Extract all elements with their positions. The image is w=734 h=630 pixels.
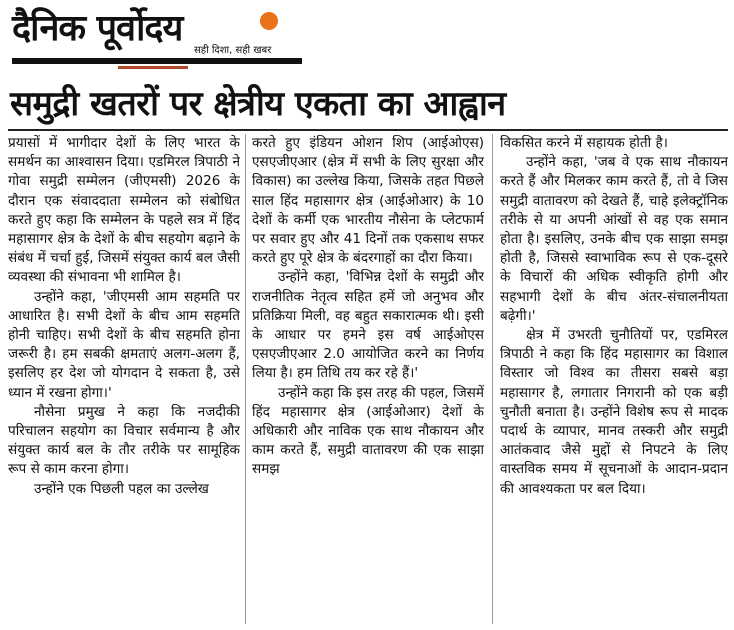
paragraph: नौसेना प्रमुख ने कहा कि नजदीकी परिचालन सहयोग का विचार सर्वमान्य है और संयुक्त कार्य बल के तौर तरीके पर सामूहिक रूप से काम करना होगा। — [8, 403, 240, 478]
paragraph: उन्होंने कहा, 'विभिन्न देशों के समुद्री और राजनीतिक नेतृत्व सहित हमें जो अनुभव और प्रतिक्रिया मिली, वह बहुत सकारात्मक थी। इसी के आधार पर हमने इस वर्ष आईओएस एसएजीएआर 2.0 आयोजित करने का निर्णय लिया है। हम तिथि तय कर रहे हैं।' — [252, 269, 484, 382]
paragraph: क्षेत्र में उभरती चुनौतियों पर, एडमिरल त्रिपाठी ने कहा कि हिंद महासागर का विशाल विस्तार जो विश्व का तीसरा सबसे बड़ा महासागर है, लगातार निगरानी को एक बड़ी चुनौती बनाता है। उन्होंने विशेष रूप से मादक पदार्थ के व्यापार, मानव तस्करी और समुद्री आतंकवाद जैसे मुद्दों से निपटने के लिए वास्तविक समय में सूचनाओं के आदान-प्रदान की आवश्यकता पर बल दिया। — [500, 327, 728, 497]
masthead-logo-dot-icon — [260, 12, 278, 30]
column-divider — [245, 134, 246, 624]
paragraph: करते हुए इंडियन ओशन शिप (आईओएस) एसएजीएआर (क्षेत्र में सभी के लिए सुरक्षा और विकास) का उल्लेख किया, जिसके तहत पिछले साल हिंद महासागर क्षेत्र (आईओआर) के 10 देशों के कर्मी एक भारतीय नौसेना के प्लेटफार्म पर सवार हुए और 41 दिनों तक एकसाथ सफर करते हुए पूरे क्षेत्र के बंदरगाहों का दौरा किया। — [252, 135, 484, 267]
article-column-3 — [500, 134, 728, 626]
paragraph: विकसित करने में सहायक होती है। — [500, 135, 668, 151]
headline-divider — [8, 129, 728, 131]
paragraph: उन्होंने कहा कि इस तरह की पहल, जिसमें हिंद महासागर क्षेत्र (आईओआर) देशों के अधिकारी और नाविक एक साथ नौकायन और काम करते हैं, समुद्री वातावरण की एक साझा समझ — [252, 384, 484, 478]
paragraph: उन्होंने कहा, 'जब वे एक साथ नौकायन करते हैं और मिलकर काम करते हैं, तो वे जिस समुद्री वातावरण को देखते हैं, चाहे इलेक्ट्रॉनिक तरीके से या अपनी आंखों से वह एक समान होता है। इसलिए, उनके बीच एक साझा समझ होती है, जिससे स्वाभाविक रूप से एक-दूसरे के विचारों की अधिक स्वीकृति होगी और सहभागी देशों के बीच अंतर-संचालनीयता बढ़ेगी।' — [500, 154, 728, 324]
masthead — [8, 2, 294, 74]
masthead-subrule — [118, 66, 188, 69]
article-column-2 — [252, 134, 484, 626]
article-headline: समुद्री खतरों पर क्षेत्रीय एकता का आह्वान — [10, 84, 506, 124]
column-divider — [492, 134, 493, 624]
paragraph: उन्होंने एक पिछली पहल का उल्लेख — [34, 480, 209, 497]
article-column-1 — [8, 134, 240, 626]
paragraph: उन्होंने कहा, 'जीएमसी आम सहमति पर आधारित है। सभी देशों के बीच आम सहमति होनी चाहिए। सभी देशों के बीच सहमति होना जरूरी है। हम सबकी क्षमताएं अलग-अलग हैं, इसलिए हर देश जो योगदान दे सकता है, उसे ध्यान में रखना होगा।' — [8, 288, 240, 401]
paragraph: प्रयासों में भागीदार देशों के लिए भारत के समर्थन का आश्वासन दिया। एडमिरल त्रिपाठी ने गोवा समुद्री सम्मेलन (जीएमसी) 2026 के दौरान एक संवाददाता सम्मेलन को संबोधित करते हुए कहा कि सम्मेलन के पहले सत्र में हिंद महासागर क्षेत्र के देशों के बीच सहयोग बढ़ाने के संबंध में चर्चा हुई, जिसमें संयुक्त कार्य बल जैसी व्यवस्था की संभावना भी शामिल है। — [8, 135, 240, 286]
masthead-tagline: सही दिशा, सही खबर — [194, 45, 272, 56]
masthead-rule — [12, 58, 302, 64]
masthead-title: दैनिक पूर्वोदय — [12, 8, 183, 49]
